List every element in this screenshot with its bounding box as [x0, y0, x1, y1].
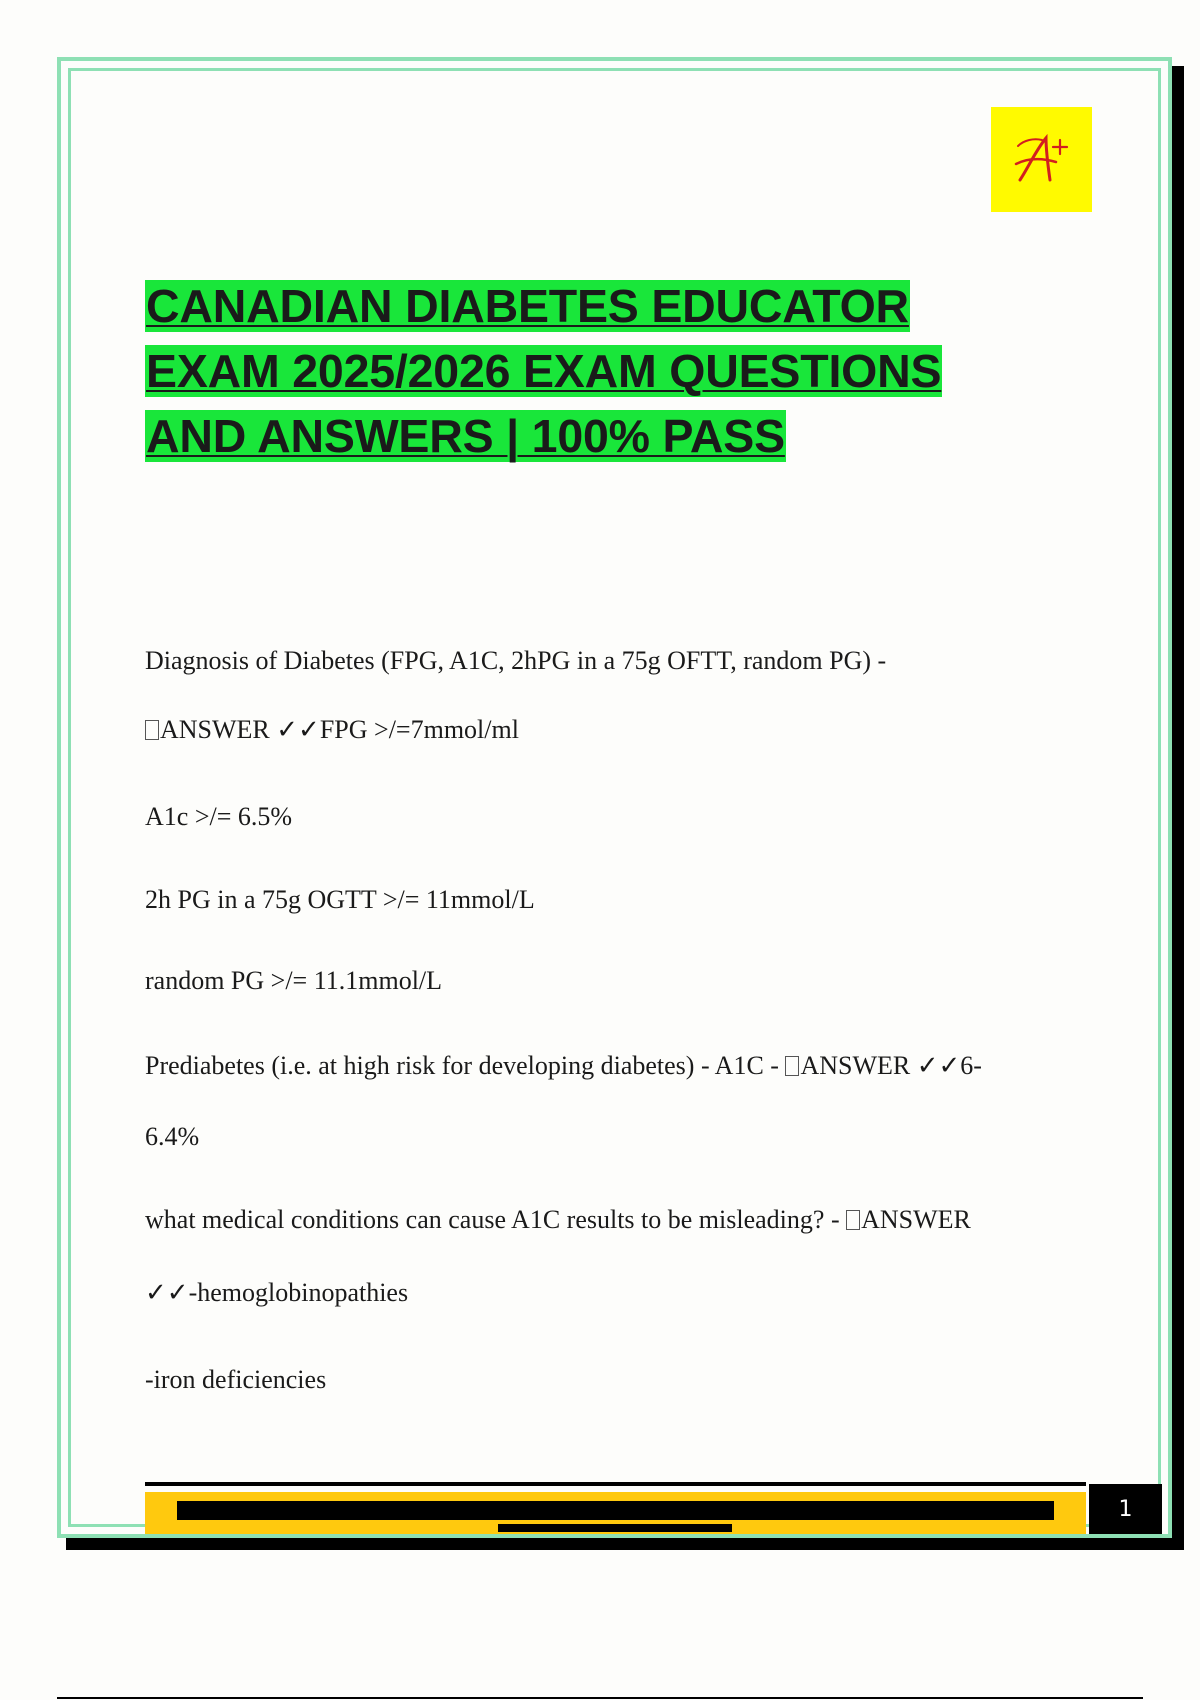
answer-1-text: ANSWER ✓✓FPG >/=7mmol/ml	[160, 715, 519, 744]
missing-glyph-icon	[145, 720, 159, 740]
answer-3-item-1: ✓✓-hemoglobinopathies	[145, 1278, 409, 1307]
answer-2-continued: 6.4%	[145, 1122, 200, 1151]
a-plus-logo-icon	[1010, 128, 1074, 192]
answer-3-label: ANSWER	[861, 1205, 971, 1234]
a-plus-logo	[991, 107, 1092, 212]
missing-glyph-icon	[785, 1056, 799, 1076]
bottom-rule	[57, 1697, 1143, 1699]
question-2-line	[145, 1051, 1075, 1081]
title-line-3: AND ANSWERS | 100% PASS	[146, 410, 785, 462]
answer-1-a1c: A1c >/= 6.5%	[145, 802, 293, 831]
answer-1-ogtt: 2h PG in a 75g OGTT >/= 11mmol/L	[145, 885, 535, 914]
footer-bar-small	[498, 1524, 732, 1532]
missing-glyph-icon	[846, 1210, 860, 1230]
footer-bar	[177, 1501, 1054, 1520]
page-number: 1	[1089, 1484, 1162, 1534]
answer-1-random-pg: random PG >/= 11.1mmol/L	[145, 966, 443, 995]
question-1-text: Diagnosis of Diabetes (FPG, A1C, 2hPG in a 75g OFTT, random PG) -	[145, 646, 887, 675]
footer-rule	[145, 1482, 1086, 1486]
title-line-2: EXAM 2025/2026 EXAM QUESTIONS	[146, 345, 942, 397]
document-title	[145, 274, 1045, 469]
title-line-1: CANADIAN DIABETES EDUCATOR	[146, 280, 909, 332]
answer-2-text: ANSWER ✓✓6-	[800, 1051, 982, 1080]
question-3-line	[145, 1205, 1075, 1235]
question-3-text: what medical conditions can cause A1C results to be misleading? -	[145, 1205, 847, 1234]
answer-3-item-2: -iron deficiencies	[145, 1365, 327, 1394]
question-2-text: Prediabetes (i.e. at high risk for developing diabetes) - A1C -	[145, 1051, 786, 1080]
answer-1-line	[145, 715, 1075, 745]
